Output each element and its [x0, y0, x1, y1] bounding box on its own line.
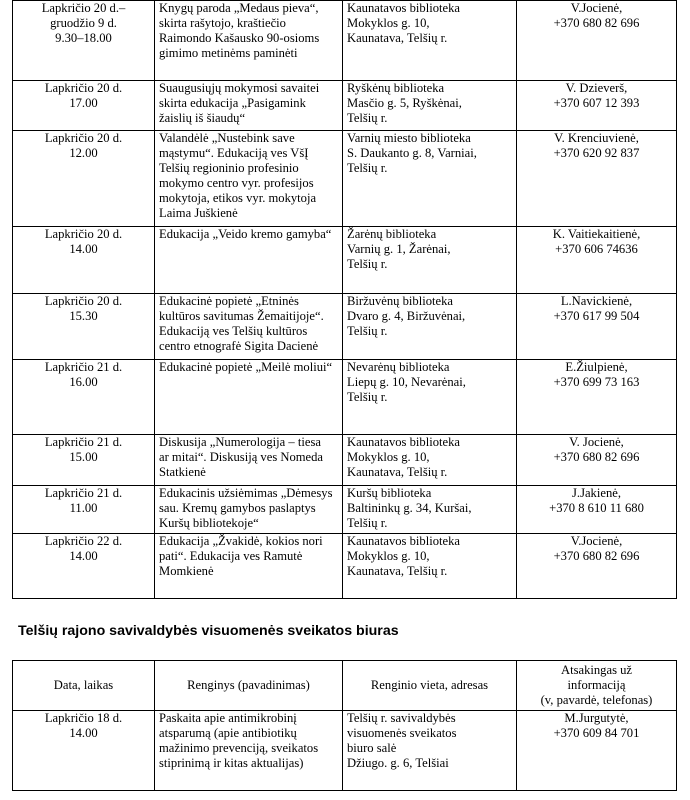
table-row [13, 534, 677, 599]
event-title: Edukacija „Žvakidė, kokios nori pati“. Edukacija ves Ramutė Momkienė [155, 534, 343, 599]
event-date: Lapkričio 20 d. 15.30 [13, 294, 155, 360]
event-place: Kaunatavos biblioteka Mokyklos g. 10, Kaunatava, Telšių r. [343, 435, 517, 486]
table-row [13, 227, 677, 294]
event-place: Biržuvėnų biblioteka Dvaro g. 4, Biržuvėnai, Telšių r. [343, 294, 517, 360]
event-date: Lapkričio 20 d.– gruodžio 9 d. 9.30–18.00 [13, 1, 155, 81]
event-contact: K. Vaitiekaitienė, +370 606 74636 [517, 227, 677, 294]
event-contact: M.Jurgutytė, +370 609 84 701 [517, 711, 677, 791]
table-row [13, 360, 677, 435]
events-table [12, 0, 677, 599]
column-header-date: Data, laikas [13, 661, 155, 711]
table-row [13, 486, 677, 534]
event-date: Lapkričio 20 d. 14.00 [13, 227, 155, 294]
event-title: Knygų paroda „Medaus pieva“, skirta rašytojo, kraštiečio Raimondo Kašausko 90-osioms gimimo metinėms paminėti [155, 1, 343, 81]
event-place: Varnių miesto biblioteka S. Daukanto g. 8, Varniai, Telšių r. [343, 131, 517, 227]
section-heading: Telšių rajono savivaldybės visuomenės sveikatos biuras [18, 623, 399, 639]
event-contact: V. Krenciuvienė, +370 620 92 837 [517, 131, 677, 227]
event-title: Edukacinė popietė „Meilė moliui“ [155, 360, 343, 435]
table-row [13, 131, 677, 227]
event-date: Lapkričio 22 d. 14.00 [13, 534, 155, 599]
event-place: Ryškėnų biblioteka Masčio g. 5, Ryškėnai, Telšių r. [343, 81, 517, 131]
event-place: Telšių r. savivaldybės visuomenės sveikatos biuro salė Džiugo. g. 6, Telšiai [343, 711, 517, 791]
event-place: Kuršų biblioteka Baltininkų g. 34, Kuršai, Telšių r. [343, 486, 517, 534]
event-contact: V.Jocienė, +370 680 82 696 [517, 534, 677, 599]
event-contact: V.Jocienė, +370 680 82 696 [517, 1, 677, 81]
table-row [13, 1, 677, 81]
event-date: Lapkričio 20 d. 17.00 [13, 81, 155, 131]
column-header-contact: Atsakingas už informaciją (v, pavardė, telefonas) [517, 661, 677, 711]
event-date: Lapkričio 20 d. 12.00 [13, 131, 155, 227]
event-title: Edukacinė popietė „Etninės kultūros savitumas Žemaitijoje“. Edukaciją ves Telšių kultūros centro etnografė Sigita Dacienė [155, 294, 343, 360]
column-header-place: Renginio vieta, adresas [343, 661, 517, 711]
event-title: Diskusija „Numerologija – tiesa ar mitai“. Diskusiją ves Nomeda Statkienė [155, 435, 343, 486]
event-title: Paskaita apie antimikrobinį atsparumą (apie antibiotikų mažinimo prevenciją, sveikatos stiprinimą ir kitas aktualijas) [155, 711, 343, 791]
event-contact: J.Jakienė, +370 8 610 11 680 [517, 486, 677, 534]
event-title: Edukacinis užsiėmimas „Dėmesys sau. Kremų gamybos paslaptys Kuršų bibliotekoje“ [155, 486, 343, 534]
event-contact: V. Dzieverš, +370 607 12 393 [517, 81, 677, 131]
event-title: Edukacija „Veido kremo gamyba“ [155, 227, 343, 294]
event-date: Lapkričio 18 d. 14.00 [13, 711, 155, 791]
table-row [13, 81, 677, 131]
table-row [13, 435, 677, 486]
event-contact: E.Žiulpienė, +370 699 73 163 [517, 360, 677, 435]
event-title: Suaugusiųjų mokymosi savaitei skirta edukacija „Pasigamink žaislių iš šiaudų“ [155, 81, 343, 131]
event-place: Nevarėnų biblioteka Liepų g. 10, Nevarėnai, Telšių r. [343, 360, 517, 435]
health-bureau-table [12, 660, 677, 791]
event-place: Kaunatavos biblioteka Mokyklos g. 10, Kaunatava, Telšių r. [343, 1, 517, 81]
table-row [13, 711, 677, 791]
table-header-row [13, 661, 677, 711]
column-header-event: Renginys (pavadinimas) [155, 661, 343, 711]
event-date: Lapkričio 21 d. 11.00 [13, 486, 155, 534]
table-row [13, 294, 677, 360]
event-place: Kaunatavos biblioteka Mokyklos g. 10, Kaunatava, Telšių r. [343, 534, 517, 599]
event-contact: L.Navickienė, +370 617 99 504 [517, 294, 677, 360]
event-date: Lapkričio 21 d. 15.00 [13, 435, 155, 486]
event-title: Valandėlė „Nustebink save mąstymu“. Edukaciją ves VšĮ Telšių regioninio profesinio mokymo centro vyr. profesijos mokytoja, etikos vyr. mokytoja Laima Juškienė [155, 131, 343, 227]
event-contact: V. Jocienė, +370 680 82 696 [517, 435, 677, 486]
event-place: Žarėnų biblioteka Varnių g. 1, Žarėnai, Telšių r. [343, 227, 517, 294]
event-date: Lapkričio 21 d. 16.00 [13, 360, 155, 435]
